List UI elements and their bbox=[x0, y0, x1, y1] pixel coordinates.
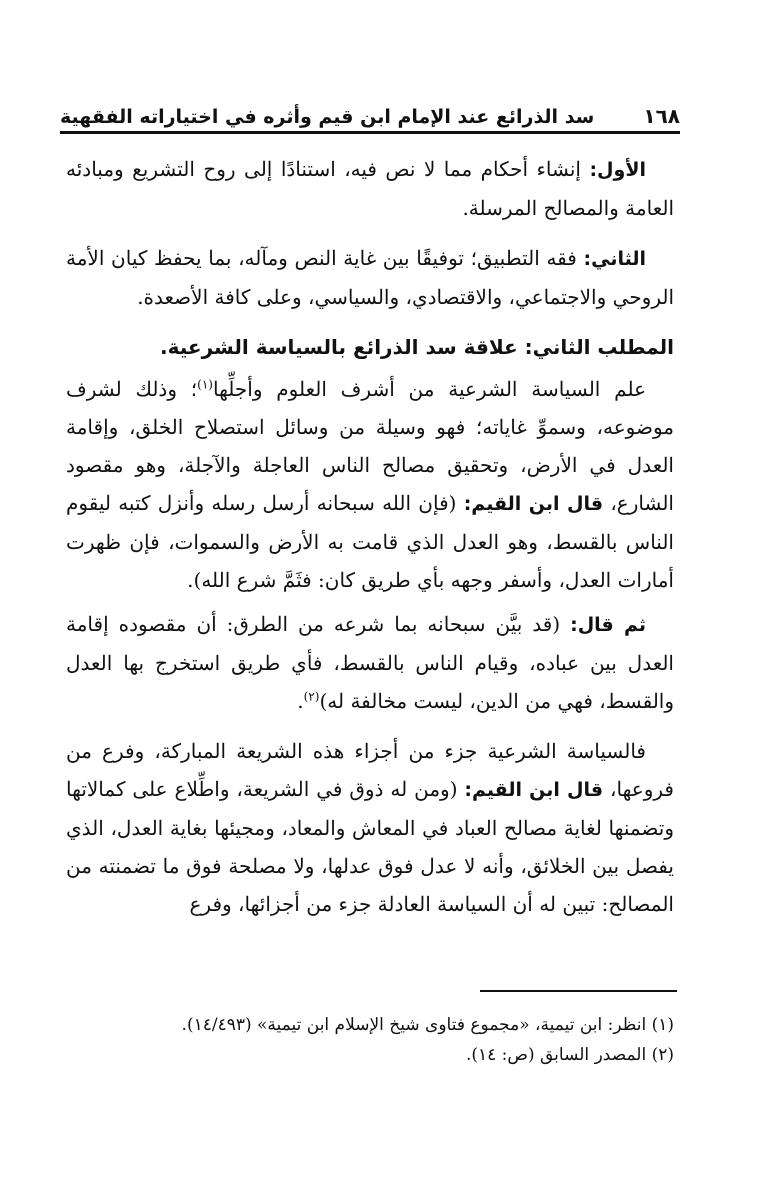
footnote-rule bbox=[480, 990, 677, 992]
text-first: إنشاء أحكام مما لا نص فيه، استنادًا إلى روح التشريع ومبادئه العامة والمصالح المرسلة. bbox=[66, 157, 674, 220]
label-ibn-alqayyim-2: قال ابن القيم: bbox=[464, 779, 604, 801]
page-header bbox=[60, 88, 680, 128]
text-fourth-b: . bbox=[297, 689, 304, 713]
text-fourth-a: (قد بيَّن سبحانه بما شرعه من الطرق: أن مقصوده إقامة العدل بين عباده، وقيام الناس بالقسط، فأي طريق استخرج بها العدل والقسط، فهي من الدين، ليست مخالفة له) bbox=[66, 612, 674, 713]
text-third-b: ؛ وذلك لشرف موضوعه، وسموِّ غاياته؛ فهو وسيلة من وسائل استصلاح الخلق، وإقامة العدل في الأرض، وتحقيق مصالح الناس العاجلة والآجلة، وهو مقصود الشارع، bbox=[66, 377, 674, 515]
text-fifth-a: فالسياسة الشرعية جزء من أجزاء هذه الشريعة المباركة، وفرع من فروعها، bbox=[66, 739, 674, 801]
running-title: سد الذرائع عند الإمام ابن قيم وأثره في اختياراته الفقهية bbox=[60, 106, 595, 128]
label-ibn-alqayyim-1: قال ابن القيم: bbox=[463, 493, 604, 515]
header-rule bbox=[60, 131, 680, 134]
footnote-ref-2[interactable]: (٢) bbox=[303, 689, 320, 704]
label-second: الثاني: bbox=[583, 248, 646, 270]
footnote-1: (١) انظر: ابن تيمية، «مجموع فتاوى شيخ الإسلام ابن تيمية» (١٤/٤٩٣). bbox=[181, 1015, 674, 1035]
text-fifth-b: (ومن له ذوق في الشريعة، واطِّلاع على كمالاتها وتضمنها لغاية مصالح العباد في المعاش والمعاد، ومجيئها بغاية العدل، الذي يفصل بين الخلائق، وأنه لا عدل فوق عدلها، ولا مصلحة فوق ما تضمنته من المصالح: تبين له أن السياسة العادلة جزء من أجزائها، وفرع bbox=[66, 777, 674, 916]
body-text bbox=[66, 150, 674, 935]
label-first: الأول: bbox=[589, 159, 646, 181]
text-second: فقه التطبيق؛ توفيقًا بين غاية النص ومآله، بما يحفظ كيان الأمة الروحي والاجتماعي، والاقتصادي، والسياسي، وعلى كافة الأصعدة. bbox=[66, 246, 674, 309]
paragraph-third bbox=[66, 370, 674, 599]
footnote-2: (٢) المصدر السابق (ص: ١٤). bbox=[465, 1045, 674, 1065]
paragraph-fourth bbox=[66, 605, 674, 720]
label-then-said: ثم قال: bbox=[570, 614, 647, 636]
text-third-c: (فإن الله سبحانه أرسل رسله وأنزل كتبه ليقوم الناس بالقسط، وهو العدل الذي قامت به الأرض والسموات، فإن ظهرت أمارات العدل، وأسفر وجهه بأي طريق كان: فثَمَّ شرع الله). bbox=[66, 491, 674, 592]
section-heading: المطلب الثاني: علاقة سد الذرائع بالسياسة الشرعية. bbox=[160, 335, 674, 359]
paragraph-second bbox=[66, 239, 674, 316]
page-number: ١٦٨ bbox=[643, 104, 680, 128]
footnotes bbox=[66, 1010, 674, 1070]
paragraph-first bbox=[66, 150, 674, 227]
text-third-a: علم السياسة الشرعية من أشرف العلوم وأجلِّها bbox=[212, 377, 646, 401]
footnote-ref-1[interactable]: (١) bbox=[197, 377, 213, 392]
paragraph-fifth bbox=[66, 732, 674, 923]
